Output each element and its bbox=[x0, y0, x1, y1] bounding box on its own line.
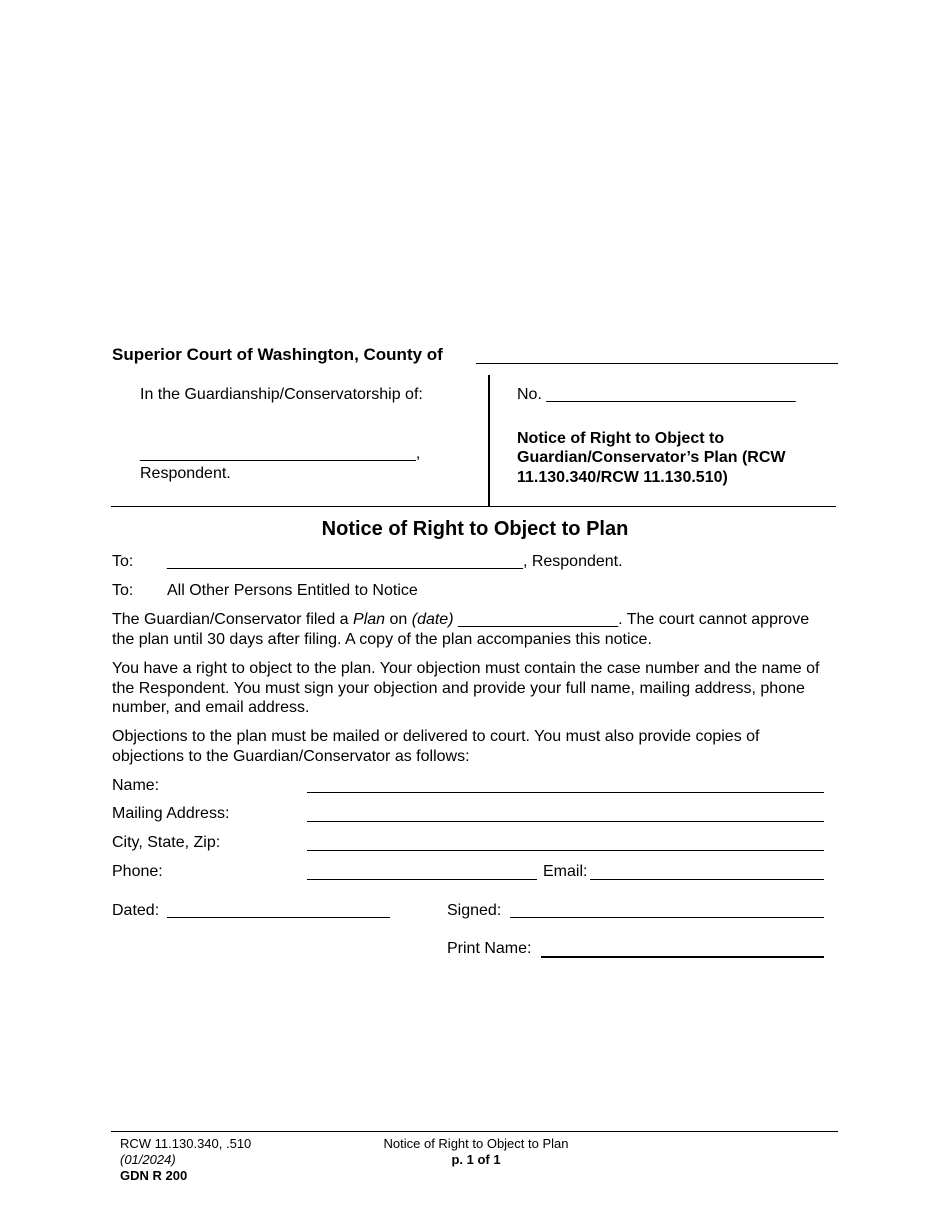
to-others-text: All Other Persons Entitled to Notice bbox=[167, 582, 418, 599]
signed-label: Signed: bbox=[447, 902, 502, 919]
signature-field[interactable] bbox=[510, 917, 824, 918]
city-state-zip-field[interactable] bbox=[307, 850, 824, 851]
respondent-name-field[interactable]: _______________________________, bbox=[140, 445, 421, 462]
respondent-label: Respondent. bbox=[140, 465, 231, 482]
print-name-label: Print Name: bbox=[447, 940, 532, 957]
phone-field[interactable] bbox=[307, 879, 537, 880]
email-label: Email: bbox=[543, 863, 588, 880]
in-the-matter-label: In the Guardianship/Conservatorship of: bbox=[140, 386, 423, 403]
page-title: Notice of Right to Object to Plan bbox=[321, 518, 629, 540]
name-label: Name: bbox=[112, 777, 160, 794]
filing-paragraph: The Guardian/Conservator filed a Plan on (date) __________________. The court cannot approve the plan until 30 days after filing. A copy of the plan accompanies this notice. bbox=[112, 611, 810, 648]
objection-delivery-paragraph: Objections to the plan must be mailed or delivered to court. You must also provide copies of objections to the Guardian/Conservator as follows: bbox=[112, 728, 760, 765]
footer-title: Notice of Right to Object to Plan bbox=[383, 1136, 569, 1151]
footer-page-number: p. 1 of 1 bbox=[451, 1152, 501, 1167]
mailing-address-label: Mailing Address: bbox=[112, 805, 230, 822]
objection-rights-paragraph: You have a right to object to the plan. Your objection must contain the case number and the name of the Respondent. You must sign your objection and provide your full name, mailing address, phone number, and email address. bbox=[112, 660, 820, 716]
to-label-1: To: bbox=[112, 553, 134, 570]
footer-form-id: GDN R 200 bbox=[120, 1168, 188, 1183]
to-label-2: To: bbox=[112, 582, 134, 599]
city-state-zip-label: City, State, Zip: bbox=[112, 834, 221, 851]
doc-title-line-3: 11.130.340/RCW 11.130.510) bbox=[517, 469, 728, 486]
email-field[interactable] bbox=[590, 879, 824, 880]
county-field[interactable] bbox=[476, 363, 838, 364]
caption-bottom-rule bbox=[111, 506, 836, 507]
dated-label: Dated: bbox=[112, 902, 160, 919]
dated-field[interactable] bbox=[167, 917, 390, 918]
to-respondent-field[interactable]: ________________________________________, Respondent. bbox=[167, 553, 623, 570]
caption-divider bbox=[488, 375, 490, 507]
name-field[interactable] bbox=[307, 792, 824, 793]
doc-title-line-1: Notice of Right to Object to bbox=[517, 430, 725, 447]
case-number-field[interactable]: No. ____________________________ bbox=[517, 386, 796, 403]
phone-label: Phone: bbox=[112, 863, 163, 880]
print-name-field[interactable] bbox=[541, 956, 824, 958]
footer-rcw: RCW 11.130.340, .510 bbox=[120, 1136, 252, 1151]
footer-rule bbox=[111, 1131, 838, 1132]
doc-title-line-2: Guardian/Conservator’s Plan (RCW bbox=[517, 449, 786, 466]
filing-date-field[interactable]: __________________ bbox=[457, 611, 619, 628]
mailing-address-field[interactable] bbox=[307, 821, 824, 822]
footer-date: (01/2024) bbox=[120, 1152, 176, 1167]
court-label: Superior Court of Washington, County of bbox=[112, 345, 443, 364]
